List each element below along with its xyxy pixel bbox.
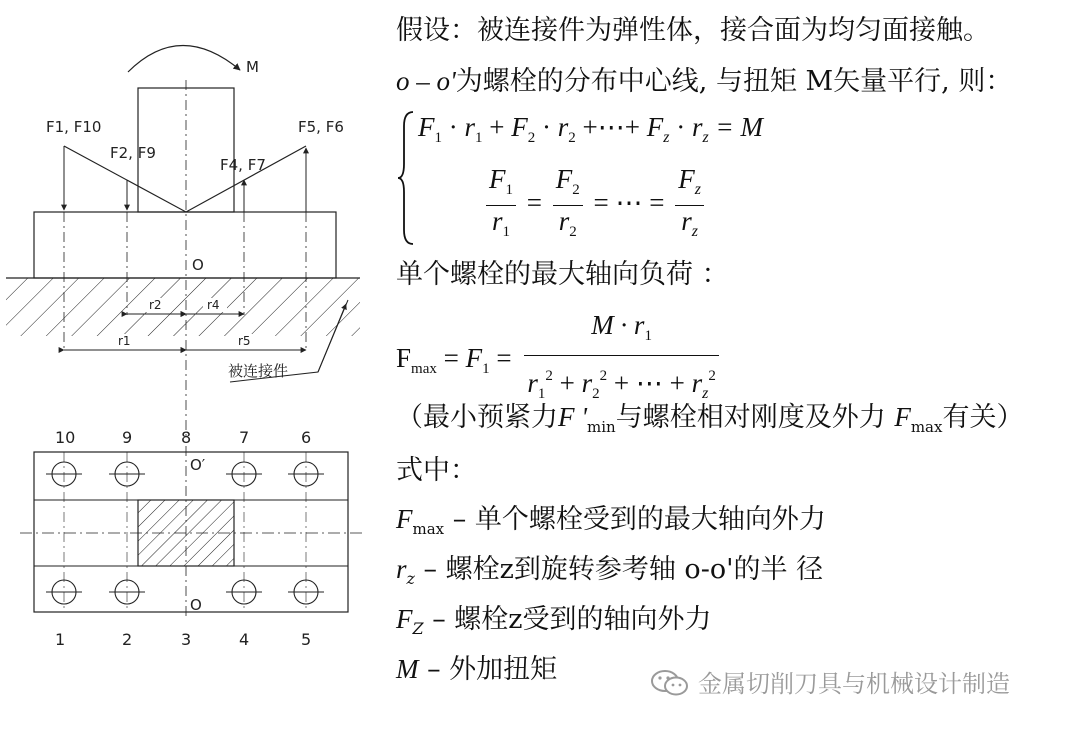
radius-label-r5: r5 <box>238 334 251 348</box>
bolt-number-9: 9 <box>122 428 133 447</box>
bolt-number-3: 3 <box>181 630 192 649</box>
equation-ratio: $\frac{F_1}{r_1}$ = $\frac{F_2}{r_2}$ = ⋯ = $\frac{F_z}{r_z}$ <box>482 164 708 247</box>
wechat-icon <box>650 668 690 698</box>
axis-label-o-prime: O′ <box>190 456 206 474</box>
connected-part-body <box>34 212 336 278</box>
bolt-number-4: 4 <box>239 630 250 649</box>
equation-sum: $F_1 \cdot r_1 + F_2 \cdot r_2$ +⋯+ $F_z \cdot r_z = M$ <box>418 112 763 146</box>
def-m: M – 外加扭矩 <box>396 654 558 685</box>
bolt-holes-top-row <box>46 462 324 486</box>
bolt-number-7: 7 <box>239 428 250 447</box>
force-label-f2-f9: F2, F9 <box>110 144 156 162</box>
radius-label-r2: r2 <box>149 298 162 312</box>
bolt-number-10: 10 <box>55 428 76 447</box>
bolt-number-8: 8 <box>181 428 192 447</box>
assumption-line: 假设：被连接件为弹性体，接合面为均匀面接触。 <box>396 15 990 46</box>
bolt-number-1: 1 <box>55 630 66 649</box>
def-fmax: $F_{max}$ – 单个螺栓受到的最大轴向外力 <box>396 504 826 538</box>
def-rz: $r_z$ – 螺栓z到旋转参考轴 o-o'的半 径 <box>396 554 824 588</box>
force-label-f1-f10: F1, F10 <box>46 118 102 136</box>
bolt-number-2: 2 <box>122 630 133 649</box>
bolt-holes-bottom-row <box>46 580 324 604</box>
part-label: 被连接件 <box>228 362 289 380</box>
moment-label: M <box>246 58 259 76</box>
bolt-group-diagram <box>0 0 390 732</box>
radius-label-r1: r1 <box>118 334 131 348</box>
brace-icon <box>396 108 416 248</box>
fmax-formula: $F_{max} = F_1$ = $\frac{M \cdot r_1}{r_1^2 + r_2^2 + \cdots + r_z^2}$ <box>396 306 723 392</box>
radius-label-r4: r4 <box>207 298 220 312</box>
equation-system <box>396 108 816 248</box>
center-label-o: O <box>192 256 204 274</box>
def-fz: $F_Z$ – 螺栓z受到的轴向外力 <box>396 604 712 638</box>
bolt-number-6: 6 <box>301 428 312 447</box>
axis-label-o: O <box>190 596 202 614</box>
base-ground <box>6 278 360 336</box>
bolt-number-5: 5 <box>301 630 312 649</box>
note-line: （最小预紧力F '$_{min}$与螺栓相对刚度及外力 $F_{max}$有关） <box>396 402 1024 436</box>
centerline-line: o – o'为螺栓的分布中心线, 与扭矩 M矢量平行, 则： <box>396 66 1013 97</box>
force-label-f5-f6: F5, F6 <box>298 118 344 136</box>
max-load-title: 单个螺栓的最大轴向负荷 ： <box>396 259 729 290</box>
force-label-f4-f7: F4, F7 <box>220 156 266 174</box>
watermark-text: 金属切削刀具与机械设计制造 <box>698 670 1010 698</box>
where-line: 式中： <box>396 455 477 486</box>
force-distribution-line <box>64 146 306 212</box>
moment-arrow <box>128 45 240 72</box>
